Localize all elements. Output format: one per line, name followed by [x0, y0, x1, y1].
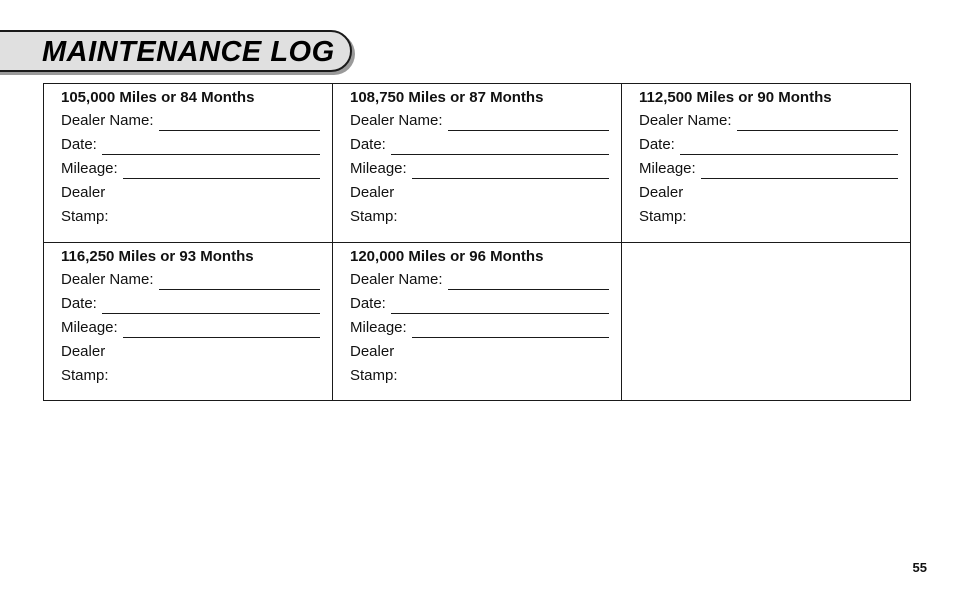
log-entry — [333, 84, 622, 243]
dealer-label: Dealer — [350, 343, 395, 360]
dealer-name-field — [350, 268, 609, 292]
date-blank — [102, 300, 320, 314]
date-blank — [102, 141, 320, 155]
mileage-field — [350, 157, 609, 181]
empty-log-cell — [622, 243, 910, 400]
mileage-field — [61, 157, 320, 181]
stamp-label: Stamp: — [639, 208, 687, 225]
dealer-name-label: Dealer Name: — [350, 112, 443, 129]
dealer-name-blank — [737, 117, 898, 131]
mileage-blank — [412, 324, 609, 338]
date-blank — [391, 141, 609, 155]
dealer-name-label: Dealer Name: — [61, 112, 154, 129]
log-entry — [333, 243, 622, 400]
mileage-label: Mileage: — [350, 160, 407, 177]
log-entry — [622, 84, 910, 243]
date-label: Date: — [61, 136, 97, 153]
page-number: 55 — [912, 560, 927, 575]
stamp-label: Stamp: — [350, 367, 398, 384]
dealer-name-label: Dealer Name: — [350, 271, 443, 288]
date-label: Date: — [639, 136, 675, 153]
log-entry — [44, 243, 333, 400]
stamp-label: Stamp: — [350, 208, 398, 225]
dealer-name-blank — [448, 117, 609, 131]
date-blank — [391, 300, 609, 314]
mileage-field — [639, 157, 898, 181]
dealer-name-blank — [159, 276, 320, 290]
stamp-label: Stamp: — [61, 367, 109, 384]
page-title: MAINTENANCE LOG — [42, 36, 335, 68]
mileage-blank — [123, 165, 320, 179]
mileage-blank — [701, 165, 898, 179]
date-field — [61, 133, 320, 157]
mileage-label: Mileage: — [639, 160, 696, 177]
dealer-label: Dealer — [61, 343, 106, 360]
mileage-field — [350, 316, 609, 340]
date-field — [639, 133, 898, 157]
stamp-label: Stamp: — [61, 208, 109, 225]
entry-heading: 108,750 Miles or 87 Months — [350, 89, 544, 106]
date-field — [350, 292, 609, 316]
date-label: Date: — [350, 295, 386, 312]
entry-heading: 120,000 Miles or 96 Months — [350, 248, 544, 265]
date-label: Date: — [61, 295, 97, 312]
header-tab — [0, 30, 352, 72]
entry-heading: 105,000 Miles or 84 Months — [61, 89, 255, 106]
entry-heading: 112,500 Miles or 90 Months — [639, 89, 832, 106]
date-blank — [680, 141, 898, 155]
dealer-name-field — [639, 109, 898, 133]
mileage-field — [61, 316, 320, 340]
mileage-blank — [412, 165, 609, 179]
mileage-label: Mileage: — [61, 319, 118, 336]
date-label: Date: — [350, 136, 386, 153]
dealer-name-field — [61, 109, 320, 133]
dealer-name-label: Dealer Name: — [61, 271, 154, 288]
mileage-label: Mileage: — [350, 319, 407, 336]
dealer-label: Dealer — [61, 184, 106, 201]
dealer-name-blank — [448, 276, 609, 290]
log-entry — [44, 84, 333, 243]
entry-heading: 116,250 Miles or 93 Months — [61, 248, 254, 265]
maintenance-log-grid — [43, 83, 911, 401]
dealer-label: Dealer — [350, 184, 395, 201]
dealer-name-label: Dealer Name: — [639, 112, 732, 129]
dealer-name-field — [61, 268, 320, 292]
mileage-label: Mileage: — [61, 160, 118, 177]
date-field — [350, 133, 609, 157]
date-field — [61, 292, 320, 316]
mileage-blank — [123, 324, 320, 338]
dealer-name-blank — [159, 117, 320, 131]
dealer-label: Dealer — [639, 184, 684, 201]
dealer-name-field — [350, 109, 609, 133]
